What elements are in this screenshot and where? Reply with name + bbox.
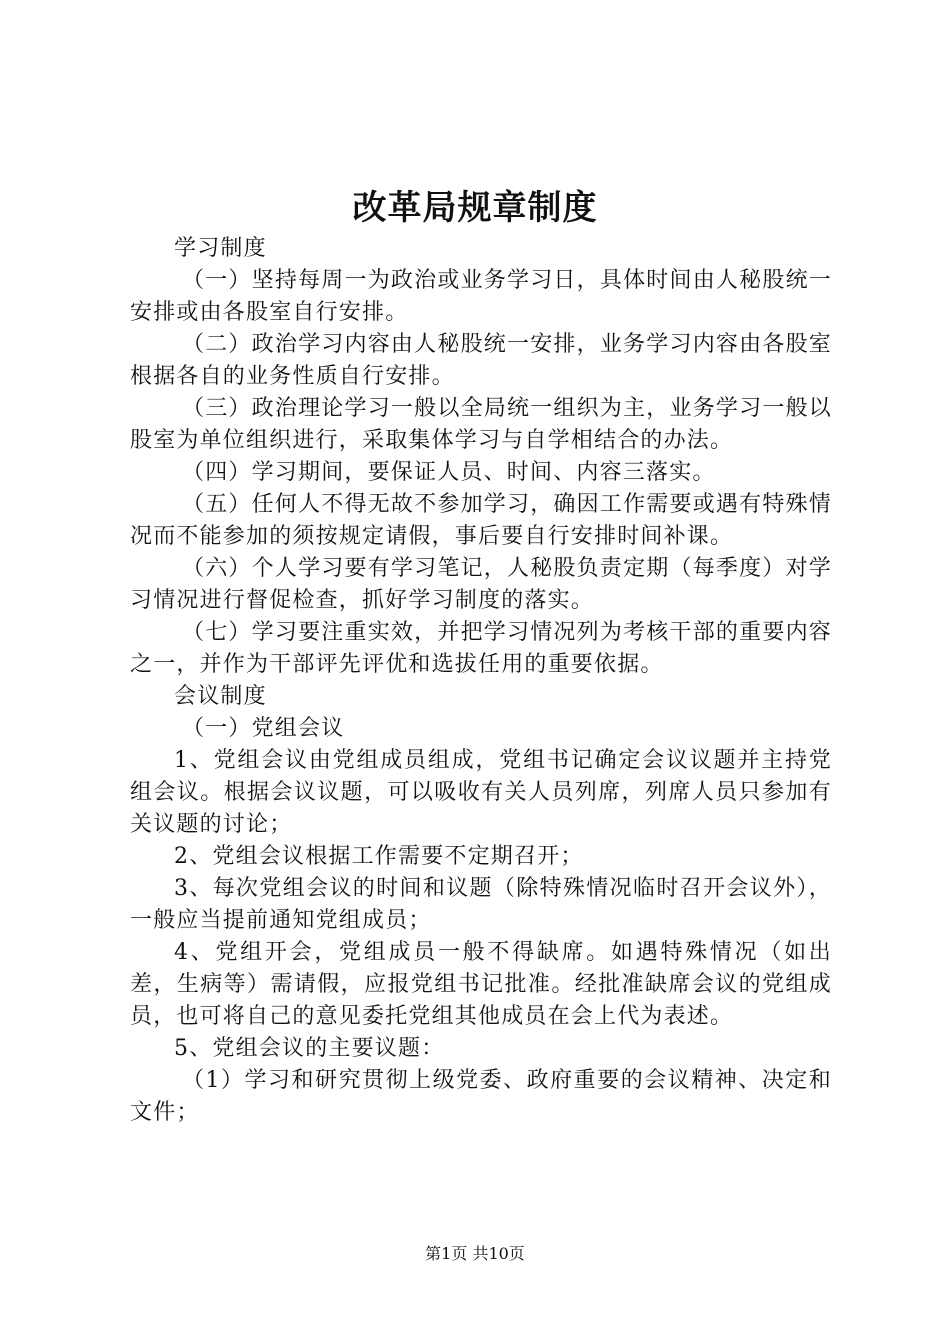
paragraph: （三）政治理论学习一般以全局统一组织为主，业务学习一般以股室为单位组织进行，采取集体学习与自学相结合的办法。: [130, 396, 832, 453]
paragraph: （六）个人学习要有学习笔记，人秘股负责定期（每季度）对学习情况进行督促检查，抓好学习制度的落实。: [130, 556, 832, 613]
page-footer: 第1页 共10页: [425, 1244, 525, 1263]
paragraph: （一）坚持每周一为政治或业务学习日，具体时间由人秘股统一安排或由各股室自行安排。: [130, 268, 832, 325]
section-heading-meeting: 会议制度: [174, 684, 267, 709]
paragraph: 2、党组会议根据工作需要不定期召开；: [174, 844, 584, 869]
document-title: 改革局规章制度: [352, 188, 598, 228]
section-heading-study: 学习制度: [174, 236, 267, 261]
paragraph: 4、党组开会，党组成员一般不得缺席。如遇特殊情况（如出差，生病等）需请假，应报党组书记批准。经批准缺席会议的党组成员，也可将自己的意见委托党组其他成员在会上代为表述。: [130, 940, 832, 1029]
paragraph: （七）学习要注重实效，并把学习情况列为考核干部的重要内容之一，并作为干部评先评优和选拔任用的重要依据。: [130, 620, 832, 677]
paragraph: （1）学习和研究贯彻上级党委、政府重要的会议精神、决定和文件；: [130, 1068, 832, 1125]
paragraph: 1、党组会议由党组成员组成，党组书记确定会议议题并主持党组会议。根据会议议题，可以吸收有关人员列席，列席人员只参加有关议题的讨论；: [130, 748, 832, 837]
paragraph: （二）政治学习内容由人秘股统一安排，业务学习内容由各股室根据各自的业务性质自行安排。: [130, 332, 832, 389]
paragraph: （五）任何人不得无故不参加学习，确因工作需要或遇有特殊情况而不能参加的须按规定请假，事后要自行安排时间补课。: [130, 492, 832, 549]
paragraph: 5、党组会议的主要议题：: [174, 1036, 445, 1061]
subsection-heading: （一）党组会议: [182, 716, 345, 741]
paragraph: 3、每次党组会议的时间和议题（除特殊情况临时召开会议外），一般应当提前通知党组成员；: [130, 876, 832, 933]
document-body: [130, 233, 832, 1129]
paragraph: （四）学习期间，要保证人员、时间、内容三落实。: [182, 460, 716, 485]
